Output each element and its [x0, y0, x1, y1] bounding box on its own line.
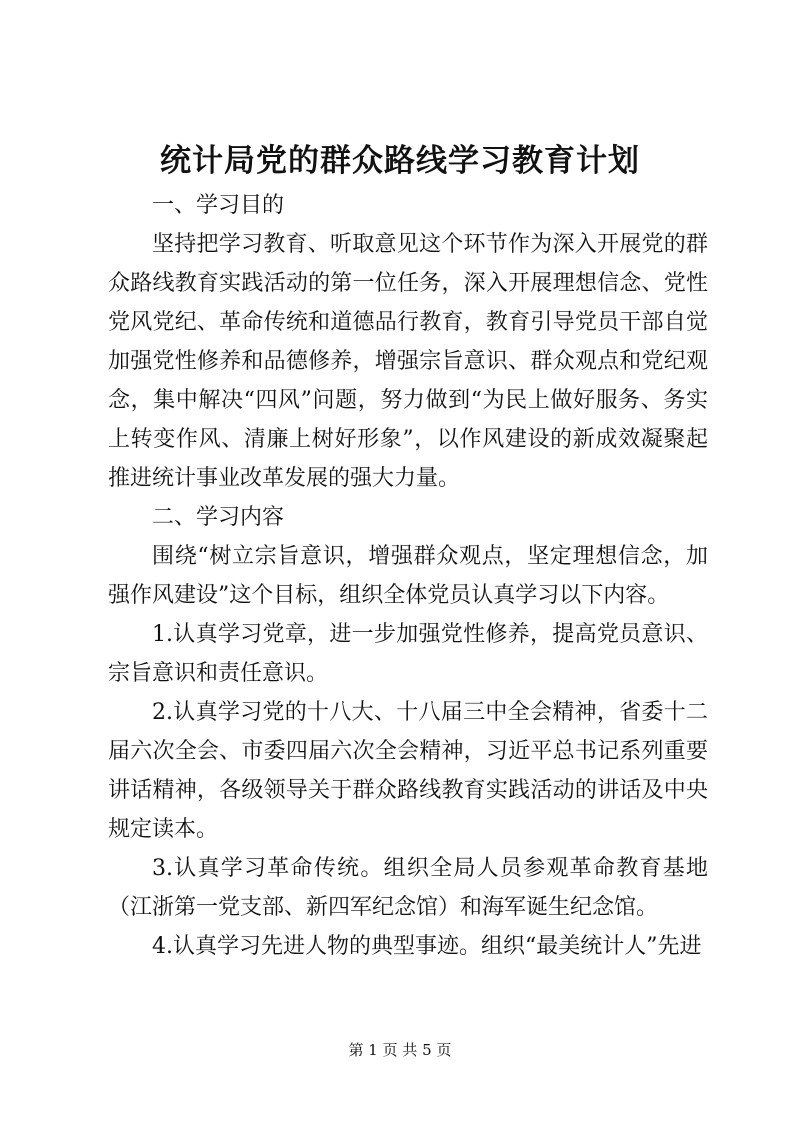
section-heading-purpose: 一、学习目的 — [152, 193, 285, 218]
page-footer — [0, 1040, 800, 1060]
paragraph-content-intro: 围绕“树立宗旨意识，增强群众观点，坚定理想信念，加强作风建设”这个目标，组织全体党员认真学习以下内容。 — [108, 544, 708, 608]
document-title: 统计局党的群众路线学习教育计划 — [160, 143, 640, 179]
list-item-4: 4.认真学习先进人物的典型事迹。组织“最美统计人”先进 — [152, 934, 702, 959]
list-item-1: 1.认真学习党章，进一步加强党性修养，提高党员意识、宗旨意识和责任意识。 — [108, 622, 708, 686]
list-item-3: 3.认真学习革命传统。组织全局人员参观革命教育基地（江浙第一党支部、新四军纪念馆）和海军诞生纪念馆。 — [108, 856, 708, 920]
list-item-2: 2.认真学习党的十八大、十八届三中全会精神，省委十二届六次全会、市委四届六次全会精神，习近平总书记系列重要讲话精神，各级领导关于群众路线教育实践活动的讲话及中央规定读本。 — [108, 700, 708, 842]
paragraph-purpose: 坚持把学习教育、听取意见这个环节作为深入开展党的群众路线教育实践活动的第一位任务，深入开展理想信念、党性党风党纪、革命传统和道德品行教育，教育引导党员干部自觉加强党性修养和品德修养，增强宗旨意识、群众观点和党纪观念，集中解决“四风”问题，努力做到“为民上做好服务、务实上转变作风、清廉上树好形象”，以作风建设的新成效凝聚起推进统计事业改革发展的强大力量。 — [108, 232, 708, 491]
page-number: 第 1 页 共 5 页 — [348, 1041, 452, 1059]
document-body — [108, 186, 708, 966]
section-heading-content: 二、学习内容 — [152, 505, 285, 530]
